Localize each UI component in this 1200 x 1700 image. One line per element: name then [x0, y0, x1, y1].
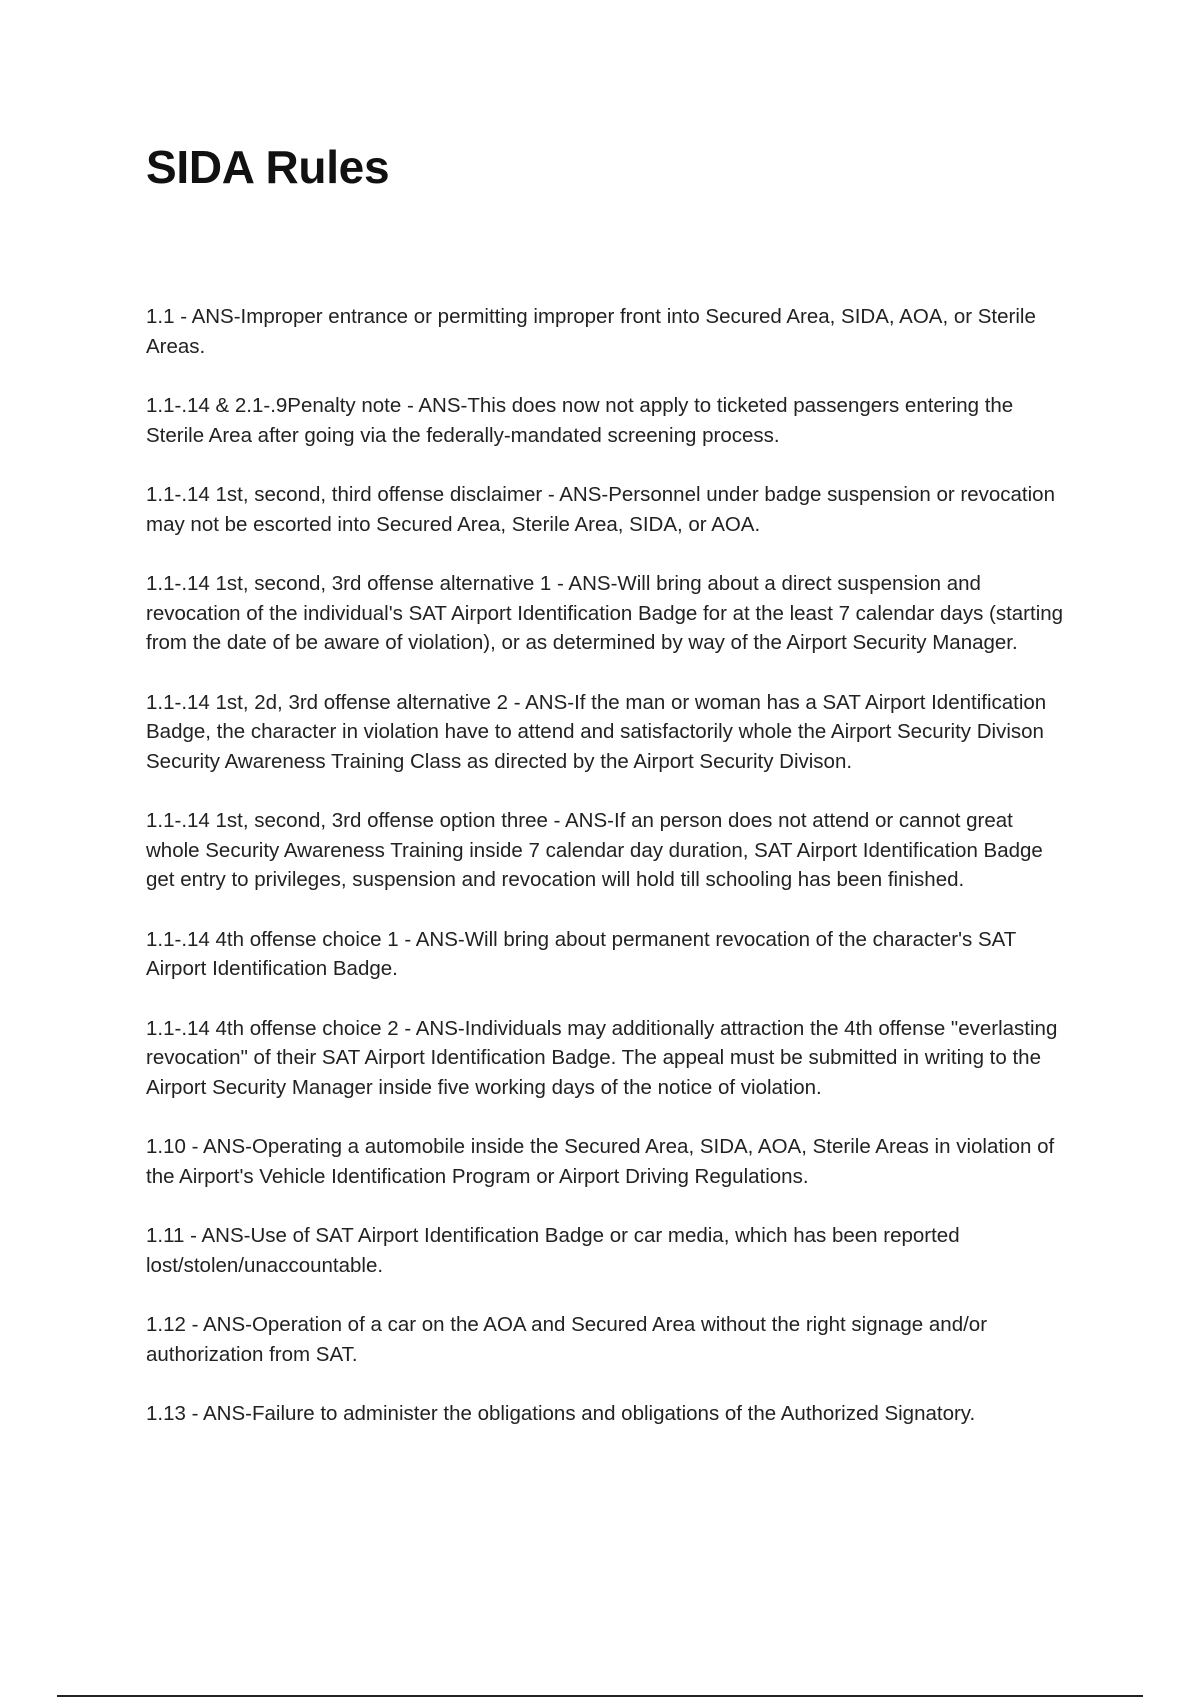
- rule-paragraph: 1.1-.14 1st, second, third offense disclaimer - ANS-Personnel under badge suspension or revocation may not be escorted into Secured Area, Sterile Area, SIDA, or AOA.: [146, 483, 1055, 536]
- rule-paragraph: 1.1-.14 4th offense choice 2 - ANS-Individuals may additionally attraction the 4th offense "everlasting revocation" of their SAT Airport Identification Badge. The appeal must be submitted in writing to the Airport Security Manager inside five working days of the notice of violation.: [146, 1016, 1058, 1099]
- rule-paragraph: 1.11 - ANS-Use of SAT Airport Identification Badge or car media, which has been reported lost/stolen/unaccountable.: [146, 1224, 960, 1277]
- rule-paragraph: 1.13 - ANS-Failure to administer the obligations and obligations of the Authorized Signatory.: [146, 1402, 976, 1425]
- page-title: SIDA Rules: [146, 141, 390, 193]
- footer-divider: [57, 1695, 1143, 1697]
- rule-paragraph: 1.1-.14 & 2.1-.9Penalty note - ANS-This does now not apply to ticketed passengers entering the Sterile Area after going via the federally-mandated screening process.: [146, 394, 1014, 447]
- rule-paragraph: 1.1-.14 1st, 2d, 3rd offense alternative 2 - ANS-If the man or woman has a SAT Airport Identification Badge, the character in violation have to attend and satisfactorily whole the Airport Security Divison Security Awareness Training Class as directed by the Airport Security Divison.: [146, 690, 1047, 773]
- rule-paragraph: 1.1-.14 1st, second, 3rd offense alternative 1 - ANS-Will bring about a direct suspension and revocation of the individual's SAT Airport Identification Badge for at the least 7 calendar days (starting from the date of be aware of violation), or as determined by way of the Airport Security Manager.: [146, 572, 1064, 654]
- rule-paragraph: 1.1 - ANS-Improper entrance or permitting improper front into Secured Area, SIDA, AOA, or Sterile Areas.: [146, 305, 1036, 358]
- rules-list: [146, 302, 1066, 1459]
- rule-paragraph: 1.1-.14 4th offense choice 1 - ANS-Will bring about permanent revocation of the character's SAT Airport Identification Badge.: [146, 927, 1016, 980]
- rule-paragraph: 1.1-.14 1st, second, 3rd offense option three - ANS-If an person does not attend or cannot great whole Security Awareness Training inside 7 calendar day duration, SAT Airport Identification Badge get entry to privileges, suspension and revocation will hold till schooling has been finished.: [146, 809, 1043, 891]
- rule-paragraph: 1.10 - ANS-Operating a automobile inside the Secured Area, SIDA, AOA, Sterile Areas in violation of the Airport's Vehicle Identification Program or Airport Driving Regulations.: [146, 1135, 1055, 1188]
- rule-paragraph: 1.12 - ANS-Operation of a car on the AOA and Secured Area without the right signage and/or authorization from SAT.: [146, 1313, 988, 1366]
